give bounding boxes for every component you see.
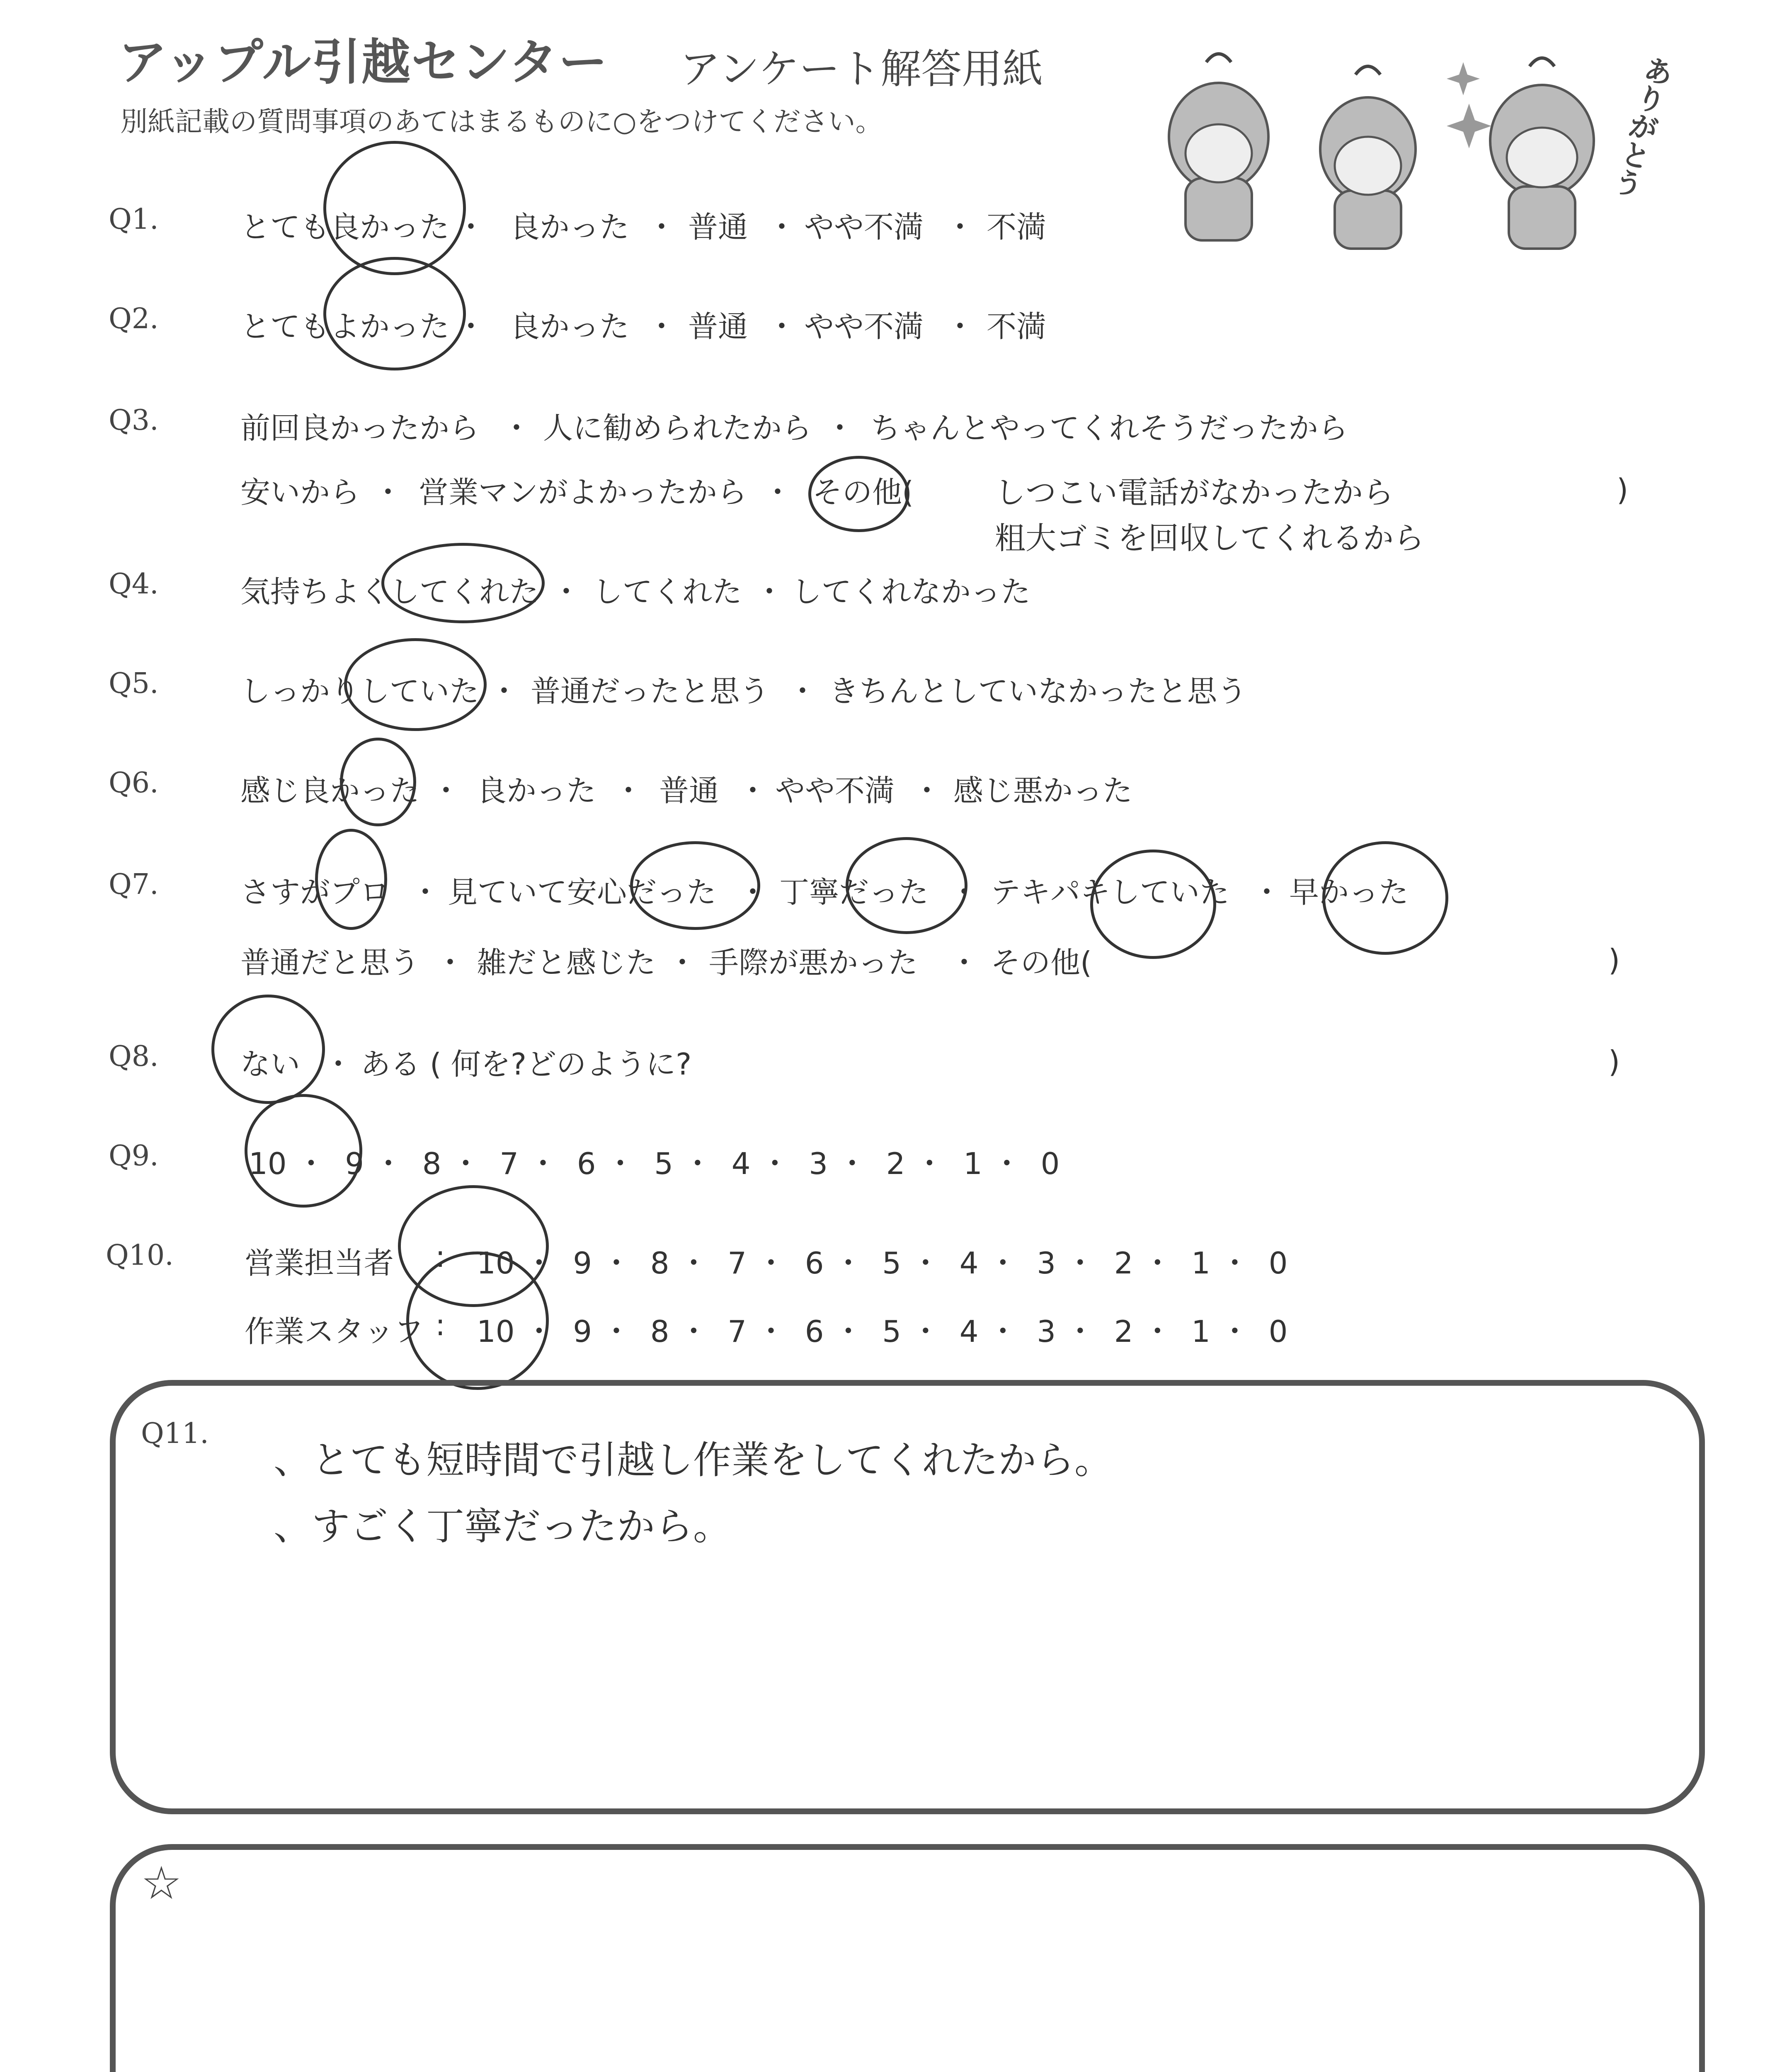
q9-value-9[interactable]: 9 xyxy=(345,1146,364,1181)
q6-option-3[interactable]: 普通 xyxy=(659,773,719,808)
q3-handwritten-line-2: 粗大ゴミを回収してくれるから xyxy=(995,520,1424,556)
q7-option-2[interactable]: 見ていて安心だった xyxy=(448,875,717,910)
q10-row-2-scale: 10 ・ 9 ・ 8 ・ 7 ・ 6 ・ 5 ・ 4 ・ 3 ・ 2 ・ 1 ・ 0 xyxy=(477,1314,1288,1349)
q9-number: Q9. xyxy=(109,1140,159,1172)
q7-option-4[interactable]: テキパキしていた xyxy=(991,875,1230,910)
q7-option-5[interactable]: 早かった xyxy=(1289,875,1409,910)
q7-option-other[interactable]: その他( xyxy=(991,945,1092,980)
q4-number: Q4. xyxy=(109,568,159,600)
q2-option-3[interactable]: 普通 xyxy=(688,309,748,344)
q11-number: Q11. xyxy=(141,1417,209,1450)
q10-row-2-value-9[interactable]: 9 xyxy=(573,1314,592,1349)
q9-value-3[interactable]: 3 xyxy=(809,1146,828,1181)
q3-option-4[interactable]: 安いから xyxy=(240,475,360,510)
q10-row-1-value-2[interactable]: 2 xyxy=(1114,1246,1133,1280)
q11-handwritten-line-2: 、すごく丁寧だったから。 xyxy=(274,1504,732,1549)
q9-scale: 10 ・ 9 ・ 8 ・ 7 ・ 6 ・ 5 ・ 4 ・ 3 ・ 2 ・ 1 ・ 0 xyxy=(249,1146,1060,1181)
q10-row-1-value-10[interactable]: 10 xyxy=(477,1246,515,1280)
q2-option-5[interactable]: 不満 xyxy=(987,309,1047,344)
q10-row-1-label: 営業担当者 xyxy=(245,1246,394,1280)
q10-row-2-value-7[interactable]: 7 xyxy=(727,1314,747,1349)
q5-selection-circle xyxy=(344,638,487,731)
q6-selection-circle xyxy=(340,738,416,826)
mascot-caption: ありがとう xyxy=(1606,52,1677,201)
q9-value-6[interactable]: 6 xyxy=(577,1146,596,1181)
q10-row-1-value-3[interactable]: 3 xyxy=(1037,1246,1056,1280)
q10-row-2-value-1[interactable]: 1 xyxy=(1191,1314,1210,1349)
q8-number: Q8. xyxy=(109,1040,159,1073)
q7-number: Q7. xyxy=(109,868,159,901)
q6-option-2[interactable]: 良かった xyxy=(477,773,596,808)
q9-value-4[interactable]: 4 xyxy=(731,1146,751,1181)
q7-option-3[interactable]: 丁寧だった xyxy=(779,875,929,910)
q3-option-1[interactable]: 前回良かったから xyxy=(240,411,480,445)
q7-selection-circle-4 xyxy=(1090,850,1216,959)
q7-option-1[interactable]: さすがプロ xyxy=(240,875,390,910)
q10-row-1-value-7[interactable]: 7 xyxy=(727,1246,747,1280)
form-subtitle: アンケート解答用紙 xyxy=(680,46,1043,93)
q2-selection-circle xyxy=(323,257,466,370)
q4-selection-circle xyxy=(381,543,545,623)
q1-option-2[interactable]: 良かった xyxy=(510,210,630,244)
q3-option-5[interactable]: 営業マンがよかったから xyxy=(419,475,747,510)
q1-selection-circle xyxy=(323,141,466,275)
star-icon: ☆ xyxy=(141,1857,182,1910)
q10-row-2-value-2[interactable]: 2 xyxy=(1114,1314,1133,1349)
q1-number: Q1. xyxy=(109,203,159,236)
q3-number: Q3. xyxy=(109,404,159,437)
q7-selection-circle-3 xyxy=(846,837,967,934)
q10-row-1-scale: 10 ・ 9 ・ 8 ・ 7 ・ 6 ・ 5 ・ 4 ・ 3 ・ 2 ・ 1 ・ 0 xyxy=(477,1246,1288,1280)
q9-value-5[interactable]: 5 xyxy=(654,1146,674,1181)
q10-row-2-value-4[interactable]: 4 xyxy=(959,1314,979,1349)
q3-close-paren: ) xyxy=(1617,472,1629,507)
q10-row-1-value-1[interactable]: 1 xyxy=(1191,1246,1210,1280)
q7-selection-circle-2 xyxy=(630,841,760,930)
q5-option-2[interactable]: 普通だったと思う xyxy=(531,674,770,709)
q10-row-2-selection-circle xyxy=(406,1251,549,1390)
q8-close-paren: ) xyxy=(1608,1044,1620,1079)
q10-row-2-value-5[interactable]: 5 xyxy=(882,1314,902,1349)
q9-value-8[interactable]: 8 xyxy=(422,1146,441,1181)
q8-option-2[interactable]: ある ( 何を?どのように? xyxy=(361,1047,692,1082)
q4-option-1[interactable]: 気持ちよくしてくれた xyxy=(240,574,539,609)
q7-selection-circle-1 xyxy=(315,829,387,930)
q10-row-2-value-6[interactable]: 6 xyxy=(805,1314,824,1349)
q3-option-3[interactable]: ちゃんとやってくれそうだったから xyxy=(870,411,1348,445)
q9-selection-circle xyxy=(245,1094,362,1208)
q3-option-2[interactable]: 人に勧められたから xyxy=(543,411,812,445)
q7-close-paren: ) xyxy=(1608,943,1620,978)
form-title: アップル引越センター xyxy=(118,34,609,91)
q1-option-4[interactable]: やや不満 xyxy=(804,210,924,244)
q5-number: Q5. xyxy=(109,667,159,700)
q8-selection-circle xyxy=(211,995,325,1104)
q7-option-6[interactable]: 普通だと思う xyxy=(240,945,420,980)
q7-selection-circle-5 xyxy=(1322,841,1448,955)
q3-handwritten-line-1: しつこい電話がなかったから xyxy=(995,475,1394,511)
q9-value-1[interactable]: 1 xyxy=(963,1146,982,1181)
instruction-text: 別紙記載の質問事項のあてはまるものに○をつけてください。 xyxy=(120,106,883,138)
q5-option-3[interactable]: きちんとしていなかったと思う xyxy=(829,674,1247,709)
q9-value-2[interactable]: 2 xyxy=(886,1146,905,1181)
q10-row-2-value-10[interactable]: 10 xyxy=(477,1314,515,1349)
q7-option-7[interactable]: 雑だと感じた xyxy=(477,945,656,980)
q10-row-2-value-0[interactable]: 0 xyxy=(1268,1314,1288,1349)
q10-row-1-value-4[interactable]: 4 xyxy=(959,1246,979,1280)
q10-row-2-label: 作業スタッフ xyxy=(245,1314,424,1349)
mascot-illustration xyxy=(1144,46,1683,261)
q10-row-2-value-8[interactable]: 8 xyxy=(650,1314,669,1349)
q2-option-2[interactable]: 良かった xyxy=(510,309,630,344)
q9-value-0[interactable]: 0 xyxy=(1040,1146,1060,1181)
q10-row-1-value-9[interactable]: 9 xyxy=(573,1246,592,1280)
q2-option-4[interactable]: やや不満 xyxy=(804,309,924,344)
q6-number: Q6. xyxy=(109,767,159,799)
q10-row-1-value-0[interactable]: 0 xyxy=(1268,1246,1288,1280)
q10-number: Q10. xyxy=(106,1239,174,1272)
q1-option-3[interactable]: 普通 xyxy=(688,210,748,244)
q8-option-1[interactable]: ない xyxy=(240,1047,301,1082)
q3-option-other[interactable]: その他( xyxy=(812,475,914,510)
q3-selection-circle xyxy=(808,456,909,532)
q2-number: Q2. xyxy=(109,303,159,335)
q9-value-10[interactable]: 10 xyxy=(249,1146,287,1181)
q6-option-4[interactable]: やや不満 xyxy=(775,773,895,808)
q6-option-5[interactable]: 感じ悪かった xyxy=(953,773,1133,808)
q10-row-1-value-8[interactable]: 8 xyxy=(650,1246,669,1280)
q2-option-1[interactable]: とてもよかった xyxy=(240,309,450,344)
q11-handwritten-line-1: 、とても短時間で引越し作業をしてくれたから。 xyxy=(274,1438,1113,1482)
q4-option-2[interactable]: してくれた xyxy=(593,574,742,609)
q10-row-1-value-5[interactable]: 5 xyxy=(882,1246,902,1280)
q1-option-1[interactable]: とても良かった xyxy=(240,210,450,244)
q6-option-1[interactable]: 感じ良かった xyxy=(240,773,420,808)
q10-row-1-value-6[interactable]: 6 xyxy=(805,1246,824,1280)
free-comment-box xyxy=(110,1844,1705,2072)
q4-option-3[interactable]: してくれなかった xyxy=(792,574,1031,609)
q5-option-1[interactable]: しっかりしていた xyxy=(240,674,480,709)
q7-option-8[interactable]: 手際が悪かった xyxy=(709,945,918,980)
q9-value-7[interactable]: 7 xyxy=(499,1146,519,1181)
q10-row-2-value-3[interactable]: 3 xyxy=(1037,1314,1056,1349)
q1-option-5[interactable]: 不満 xyxy=(987,210,1047,244)
